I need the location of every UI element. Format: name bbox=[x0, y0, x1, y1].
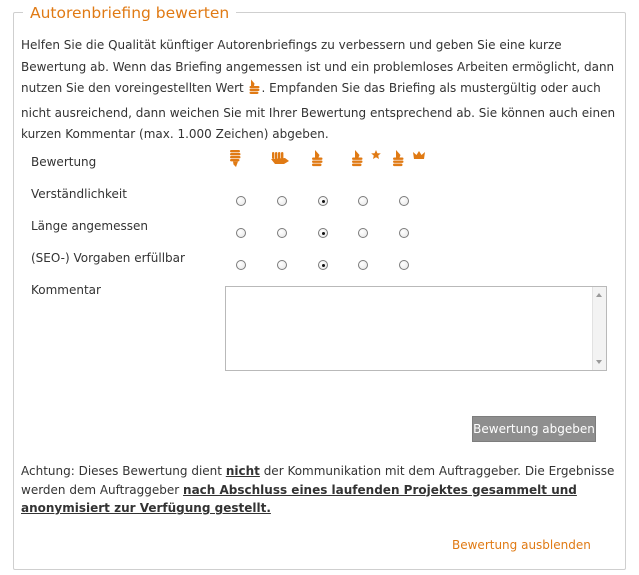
rating-header-label: Bewertung bbox=[31, 155, 97, 169]
notice-emph-nicht: nicht bbox=[225, 464, 260, 478]
row-label-seo-vorgaben: (SEO-) Vorgaben erfüllbar bbox=[31, 251, 185, 265]
radio-verstaendlichkeit-4[interactable] bbox=[358, 196, 368, 206]
panel-title: Autorenbriefing bewerten bbox=[23, 2, 236, 24]
scroll-up-arrow-icon[interactable] bbox=[596, 293, 602, 297]
intro-text-after-icon: . Empfanden Sie das Briefing als mustergültig oder auch nicht ausreichend, dann weichen Sie mit Ihrer Bewertung entsprechend ab. Sie können auch einen kurzen Kommentar (max. 1.000 Zeichen) abgeben. bbox=[21, 81, 616, 141]
thumb-down-icon bbox=[229, 149, 245, 171]
radio-seo-5[interactable] bbox=[399, 260, 409, 270]
thumb-up-star-icon bbox=[351, 149, 383, 171]
thumb-up-icon bbox=[311, 149, 327, 171]
radio-verstaendlichkeit-3[interactable] bbox=[318, 196, 328, 206]
hide-rating-link[interactable]: Bewertung ausblenden bbox=[452, 538, 591, 552]
radio-seo-1[interactable] bbox=[236, 260, 246, 270]
radio-seo-2[interactable] bbox=[277, 260, 287, 270]
radio-laenge-3[interactable] bbox=[318, 228, 328, 238]
radio-verstaendlichkeit-5[interactable] bbox=[399, 196, 409, 206]
notice-emph-anonymisiert: nach Abschluss eines laufenden Projektes gesammelt und anonymisiert zur Verfügung gestellt. bbox=[21, 482, 577, 515]
thumb-up-icon bbox=[249, 79, 261, 103]
thumb-up-crown-icon bbox=[392, 149, 428, 171]
radio-verstaendlichkeit-2[interactable] bbox=[277, 196, 287, 206]
scroll-down-arrow-icon[interactable] bbox=[596, 360, 602, 364]
radio-verstaendlichkeit-1[interactable] bbox=[236, 196, 246, 206]
notice-part1: Achtung: Dieses Bewertung dient bbox=[21, 464, 226, 478]
radio-laenge-1[interactable] bbox=[236, 228, 246, 238]
row-label-laenge: Länge angemessen bbox=[31, 219, 148, 233]
comment-scrollbar[interactable] bbox=[592, 287, 606, 370]
notice-part2: der Kommunikation mit dem Auftraggeber. Die Ergebnisse werden dem Auftraggeber bbox=[21, 464, 615, 497]
intro-text bbox=[21, 35, 621, 146]
notice-text bbox=[21, 462, 621, 518]
thumb-sideways-icon bbox=[270, 149, 290, 171]
radio-laenge-5[interactable] bbox=[399, 228, 409, 238]
intro-text-before-icon: Helfen Sie die Qualität künftiger Autorenbriefings zu verbessern und geben Sie eine kurze Bewertung ab. Wenn das Briefing angemessen ist und ein problemloses Arbeiten ermöglicht, dann nutzen Sie den voreingestellten Wert bbox=[21, 38, 615, 95]
radio-seo-4[interactable] bbox=[358, 260, 368, 270]
comment-textarea[interactable] bbox=[225, 286, 607, 371]
radio-laenge-4[interactable] bbox=[358, 228, 368, 238]
submit-rating-button[interactable]: Bewertung abgeben bbox=[472, 416, 596, 442]
radio-seo-3[interactable] bbox=[318, 260, 328, 270]
comment-label: Kommentar bbox=[31, 283, 101, 297]
radio-laenge-2[interactable] bbox=[277, 228, 287, 238]
row-label-verstaendlichkeit: Verständlichkeit bbox=[31, 187, 127, 201]
